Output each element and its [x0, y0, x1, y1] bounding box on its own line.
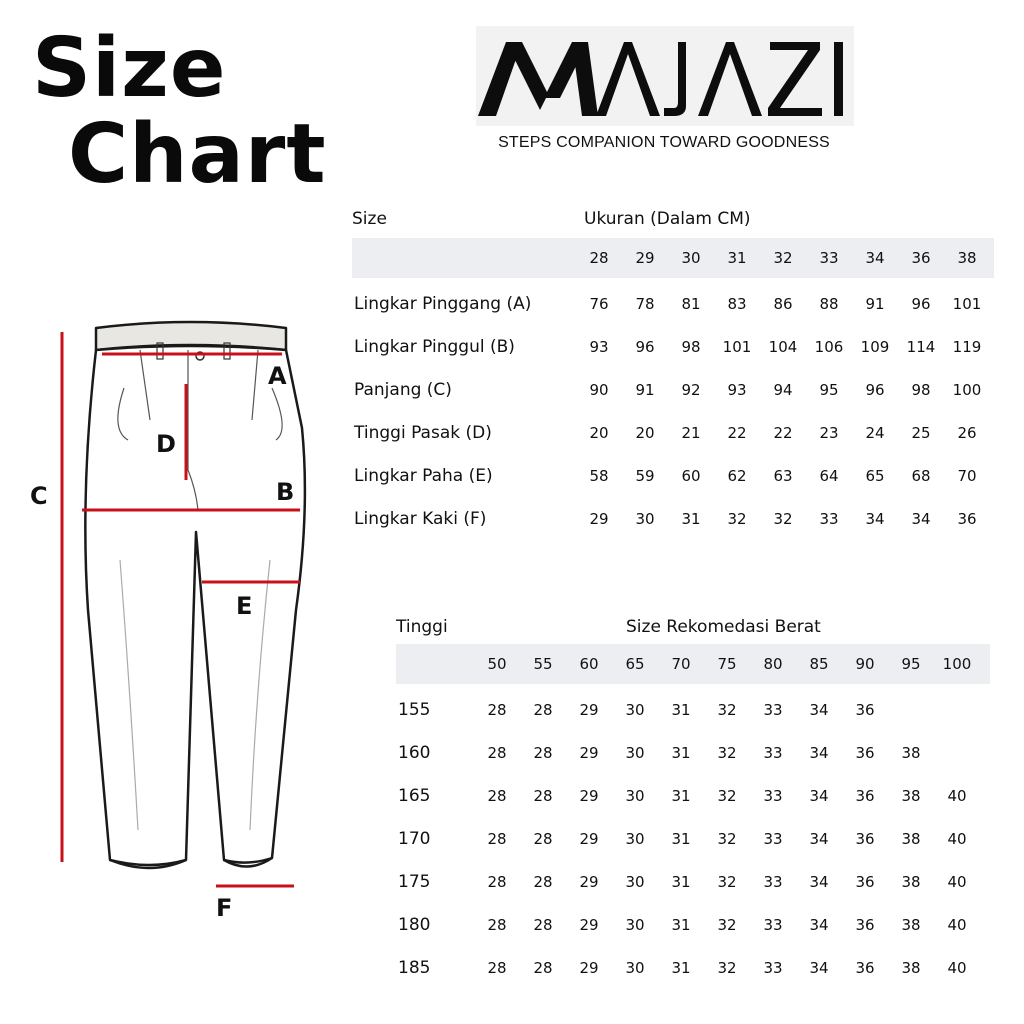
weight-col-header: 60: [579, 655, 599, 673]
measurement-value: 30: [635, 509, 655, 528]
recommended-size: 28: [487, 786, 507, 805]
recommended-size: 38: [901, 915, 921, 934]
size-col-header: 31: [727, 249, 747, 267]
measurement-value: 23: [819, 423, 839, 442]
recommended-size: 40: [947, 786, 967, 805]
measurement-value: 114: [906, 337, 936, 356]
size-col-header: 28: [589, 249, 609, 267]
measurement-value: 20: [589, 423, 609, 442]
recommended-size: 31: [671, 915, 691, 934]
pants-diagram: [20, 310, 320, 930]
measurement-value: 58: [589, 466, 609, 485]
measurement-value: 95: [819, 380, 839, 399]
measurement-value: 62: [727, 466, 747, 485]
weight-col-header: 75: [717, 655, 737, 673]
recommended-size: 40: [947, 872, 967, 891]
recommended-size: 29: [579, 915, 599, 934]
measurement-value: 96: [635, 337, 655, 356]
recommendation-table-caption: Size Rekomedasi Berat: [626, 617, 821, 637]
table-row: [352, 325, 994, 368]
recommended-size: 31: [671, 958, 691, 977]
measurement-label: Lingkar Pinggang (A): [354, 293, 532, 314]
brand-tagline: STEPS COMPANION TOWARD GOODNESS: [498, 134, 830, 151]
label-b: B: [276, 478, 295, 506]
recommended-size: 34: [809, 786, 829, 805]
measurement-value: 22: [773, 423, 793, 442]
measurement-value: 90: [589, 380, 609, 399]
brand-logo-mark: [472, 24, 856, 130]
recommended-size: 32: [717, 743, 737, 762]
recommended-size: 28: [533, 915, 553, 934]
recommended-size: 38: [901, 786, 921, 805]
recommended-size: 36: [855, 743, 875, 762]
measurement-value: 93: [727, 380, 747, 399]
recommended-size: 33: [763, 743, 783, 762]
measurement-value: 104: [768, 337, 798, 356]
height-label: 180: [398, 914, 431, 935]
label-e: E: [236, 592, 253, 620]
table-row: [396, 774, 990, 817]
recommendation-table-header: [396, 612, 990, 642]
recommended-size: 28: [533, 958, 553, 977]
size-col-header: 34: [865, 249, 885, 267]
measurement-value: 29: [589, 509, 609, 528]
recommended-size: 40: [947, 958, 967, 977]
recommended-size: 32: [717, 872, 737, 891]
measurement-value: 24: [865, 423, 885, 442]
size-col-header: 29: [635, 249, 655, 267]
recommended-size: 33: [763, 915, 783, 934]
recommended-size: 28: [533, 786, 553, 805]
size-measurement-table: [352, 204, 994, 540]
recommended-size: 29: [579, 700, 599, 719]
recommended-size: 34: [809, 915, 829, 934]
recommended-size: 34: [809, 743, 829, 762]
recommended-size: 34: [809, 958, 829, 977]
measurement-value: 60: [681, 466, 701, 485]
measurement-value: 22: [727, 423, 747, 442]
recommended-size: 33: [763, 700, 783, 719]
weight-col-header: 55: [533, 655, 553, 673]
measurement-value: 70: [957, 466, 977, 485]
weight-header-row: [396, 644, 990, 684]
measurement-value: 68: [911, 466, 931, 485]
measurement-value: 65: [865, 466, 885, 485]
measurement-value: 81: [681, 294, 701, 313]
table-row: [352, 282, 994, 325]
recommended-size: 28: [487, 915, 507, 934]
table-row: [352, 411, 994, 454]
height-label: 160: [398, 742, 431, 763]
recommendation-table-corner: Tinggi: [396, 617, 448, 637]
measurement-label: Lingkar Kaki (F): [354, 508, 487, 529]
table-row: [396, 731, 990, 774]
recommended-size: 28: [487, 743, 507, 762]
table-row: [396, 946, 990, 989]
recommended-size: 34: [809, 829, 829, 848]
recommended-size: 28: [487, 958, 507, 977]
measurement-value: 109: [860, 337, 890, 356]
height-label: 185: [398, 957, 431, 978]
measurement-value: 31: [681, 509, 701, 528]
measurement-value: 20: [635, 423, 655, 442]
size-col-header: 30: [681, 249, 701, 267]
size-col-header: 38: [957, 249, 977, 267]
recommended-size: 32: [717, 700, 737, 719]
recommended-size: 33: [763, 872, 783, 891]
weight-col-header: 90: [855, 655, 875, 673]
height-label: 175: [398, 871, 431, 892]
table-row: [352, 454, 994, 497]
recommended-size: 31: [671, 743, 691, 762]
recommended-size: 32: [717, 786, 737, 805]
measurement-value: 34: [911, 509, 931, 528]
recommended-size: 30: [625, 915, 645, 934]
recommended-size: 30: [625, 958, 645, 977]
recommended-size: 30: [625, 786, 645, 805]
recommended-size: 30: [625, 872, 645, 891]
recommended-size: 32: [717, 829, 737, 848]
recommended-size: 32: [717, 915, 737, 934]
size-table-header: [352, 204, 994, 234]
recommended-size: 28: [487, 872, 507, 891]
table-row: [396, 860, 990, 903]
table-row: [352, 497, 994, 540]
height-label: 165: [398, 785, 431, 806]
weight-col-header: 80: [763, 655, 783, 673]
weight-col-header: 50: [487, 655, 507, 673]
weight-col-header: 100: [942, 655, 972, 673]
label-f: F: [216, 894, 233, 922]
size-header-row: [352, 238, 994, 278]
size-col-header: 33: [819, 249, 839, 267]
recommended-size: 32: [717, 958, 737, 977]
recommended-size: 33: [763, 786, 783, 805]
recommended-size: 38: [901, 958, 921, 977]
recommended-size: 30: [625, 700, 645, 719]
measurement-value: 98: [681, 337, 701, 356]
recommended-size: 36: [855, 958, 875, 977]
recommended-size: 29: [579, 786, 599, 805]
measurement-value: 25: [911, 423, 931, 442]
weight-col-header: 85: [809, 655, 829, 673]
recommended-size: 36: [855, 915, 875, 934]
measurement-value: 91: [635, 380, 655, 399]
measurement-value: 63: [773, 466, 793, 485]
recommended-size: 38: [901, 872, 921, 891]
measurement-value: 32: [727, 509, 747, 528]
measurement-value: 21: [681, 423, 701, 442]
recommended-size: 33: [763, 958, 783, 977]
measurement-label: Lingkar Pinggul (B): [354, 336, 515, 357]
measurement-value: 92: [681, 380, 701, 399]
measurement-value: 100: [952, 380, 982, 399]
recommended-size: 34: [809, 700, 829, 719]
measurement-label: Tinggi Pasak (D): [354, 422, 492, 443]
label-d: D: [156, 430, 176, 458]
measurement-label: Lingkar Paha (E): [354, 465, 493, 486]
recommended-size: 28: [533, 743, 553, 762]
recommended-size: 28: [533, 829, 553, 848]
measurement-value: 64: [819, 466, 839, 485]
recommended-size: 34: [809, 872, 829, 891]
measurement-value: 33: [819, 509, 839, 528]
measurement-value: 119: [952, 337, 982, 356]
measurement-value: 36: [957, 509, 977, 528]
recommended-size: 40: [947, 915, 967, 934]
recommended-size: 31: [671, 700, 691, 719]
recommended-size: 31: [671, 786, 691, 805]
recommended-size: 38: [901, 829, 921, 848]
measurement-value: 101: [952, 294, 982, 313]
measurement-value: 83: [727, 294, 747, 313]
table-row: [352, 368, 994, 411]
measurement-value: 98: [911, 380, 931, 399]
recommended-size: 30: [625, 829, 645, 848]
measurement-value: 59: [635, 466, 655, 485]
measurement-value: 76: [589, 294, 609, 313]
size-table-body: [352, 282, 994, 540]
recommended-size: 29: [579, 829, 599, 848]
table-row: [396, 817, 990, 860]
brand-logo: [472, 24, 856, 158]
measurement-value: 86: [773, 294, 793, 313]
measurement-value: 91: [865, 294, 885, 313]
size-col-header: 32: [773, 249, 793, 267]
measurement-value: 106: [814, 337, 844, 356]
measurement-value: 78: [635, 294, 655, 313]
recommended-size: 30: [625, 743, 645, 762]
recommended-size: 40: [947, 829, 967, 848]
recommended-size: 31: [671, 829, 691, 848]
measurement-label: Panjang (C): [354, 379, 452, 400]
recommended-size: 36: [855, 700, 875, 719]
size-recommendation-table: [396, 612, 990, 989]
recommended-size: 36: [855, 872, 875, 891]
size-col-header: 36: [911, 249, 931, 267]
label-c: C: [30, 482, 48, 510]
height-label: 170: [398, 828, 431, 849]
title-line-2: Chart: [68, 107, 327, 202]
recommended-size: 28: [487, 829, 507, 848]
recommended-size: 31: [671, 872, 691, 891]
label-a: A: [268, 362, 287, 390]
weight-col-header: 95: [901, 655, 921, 673]
recommended-size: 28: [487, 700, 507, 719]
measurement-value: 96: [911, 294, 931, 313]
pants-illustration: [20, 310, 320, 930]
table-row: [396, 903, 990, 946]
measurement-value: 94: [773, 380, 793, 399]
recommended-size: 38: [901, 743, 921, 762]
measurement-value: 96: [865, 380, 885, 399]
weight-col-header: 65: [625, 655, 645, 673]
table-row: [396, 688, 990, 731]
height-label: 155: [398, 699, 431, 720]
recommended-size: 33: [763, 829, 783, 848]
measurement-value: 88: [819, 294, 839, 313]
measurement-value: 101: [722, 337, 752, 356]
recommendation-table-body: [396, 688, 990, 989]
size-table-caption: Ukuran (Dalam CM): [584, 209, 751, 229]
measurement-value: 93: [589, 337, 609, 356]
recommended-size: 36: [855, 829, 875, 848]
recommended-size: 28: [533, 872, 553, 891]
recommended-size: 36: [855, 786, 875, 805]
measurement-value: 32: [773, 509, 793, 528]
measurement-value: 26: [957, 423, 977, 442]
recommended-size: 29: [579, 958, 599, 977]
measurement-value: 34: [865, 509, 885, 528]
recommended-size: 29: [579, 872, 599, 891]
page-title: [32, 21, 327, 202]
weight-col-header: 70: [671, 655, 691, 673]
size-table-corner: Size: [352, 209, 387, 229]
recommended-size: 29: [579, 743, 599, 762]
title-line-1: Size: [32, 21, 227, 116]
recommended-size: 28: [533, 700, 553, 719]
